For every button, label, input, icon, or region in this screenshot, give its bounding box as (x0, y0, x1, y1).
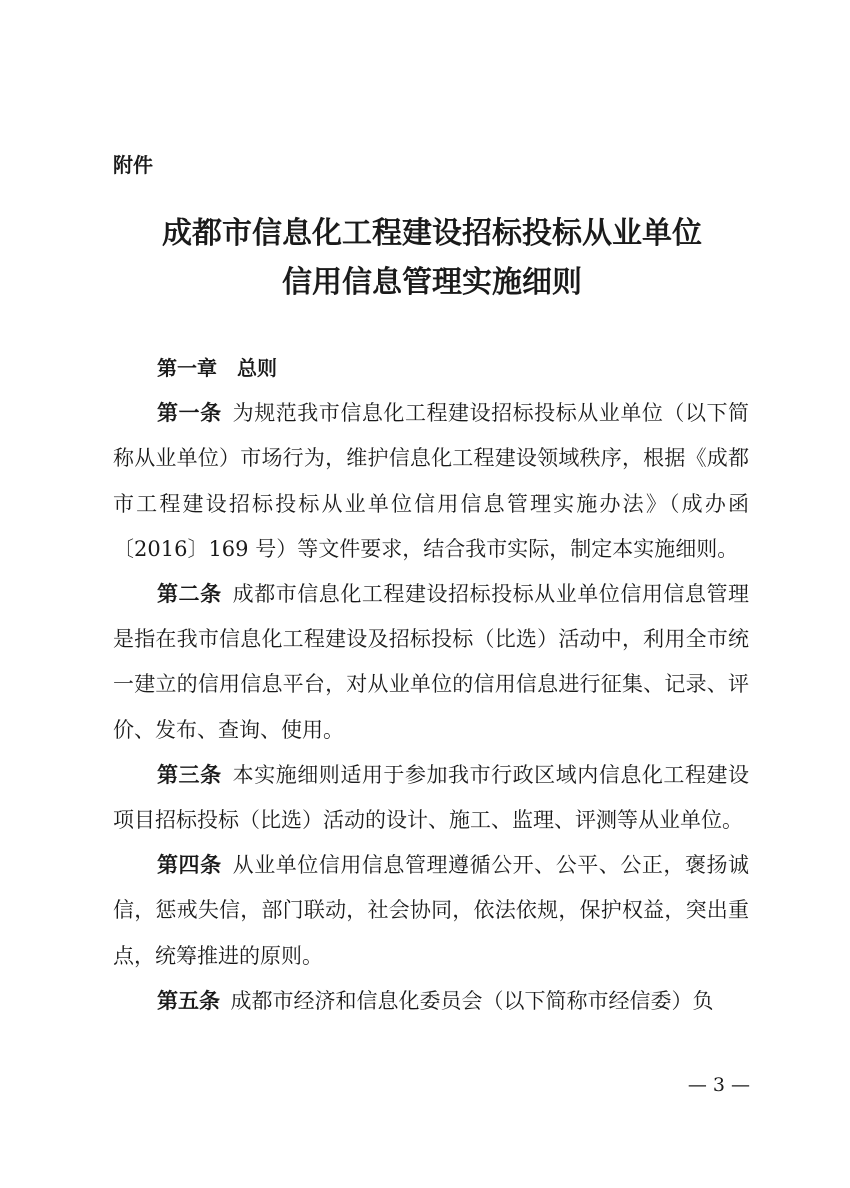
article-5-label: 第五条 (157, 988, 220, 1013)
article-3-text: 本实施细则适用于参加我市行政区域内信息化工程建设项目招标投标（比选）活动的设计、施工、监理、评测等从业单位。 (113, 762, 750, 833)
attachment-label: 附件 (113, 153, 153, 177)
article-1-text: 为规范我市信息化工程建设招标投标从业单位（以下简称从业单位）市场行为，维护信息化工程建设领域秩序，根据《成都市工程建设招标投标从业单位信用信息管理实施办法》（成办函〔2016〕169 号）等文件要求，结合我市实际，制定本实施细则。 (113, 401, 750, 561)
document-title-line-2: 信用信息管理实施细则 (282, 265, 582, 300)
page-number: — 3 — (687, 1074, 750, 1096)
article-2-text: 成都市信息化工程建设招标投标从业单位信用信息管理是指在我市信息化工程建设及招标投标（比选）活动中，利用全市统一建立的信用信息平台，对从业单位的信用信息进行征集、记录、评价、发布、查询、使用。 (113, 582, 750, 742)
article-4-text: 从业单位信用信息管理遵循公开、公平、公正，褒扬诚信，惩戒失信，部门联动，社会协同，依法依规，保护权益，突出重点，统筹推进的原则。 (113, 853, 750, 968)
article-4 (113, 843, 749, 979)
article-1 (113, 391, 749, 572)
article-4-label: 第四条 (157, 853, 222, 878)
article-2-label: 第二条 (157, 582, 222, 607)
article-1-label: 第一条 (157, 401, 222, 426)
article-5-text: 成都市经济和信息化委员会（以下简称市经信委）负 (230, 988, 714, 1013)
article-3 (113, 753, 749, 843)
article-2 (113, 572, 749, 753)
article-5 (113, 979, 749, 1024)
chapter-heading: 第一章 总则 (157, 356, 277, 380)
document-title-line-1: 成都市信息化工程建设招标投标从业单位 (162, 216, 702, 251)
article-3-label: 第三条 (157, 762, 222, 787)
document-body (113, 346, 749, 1024)
